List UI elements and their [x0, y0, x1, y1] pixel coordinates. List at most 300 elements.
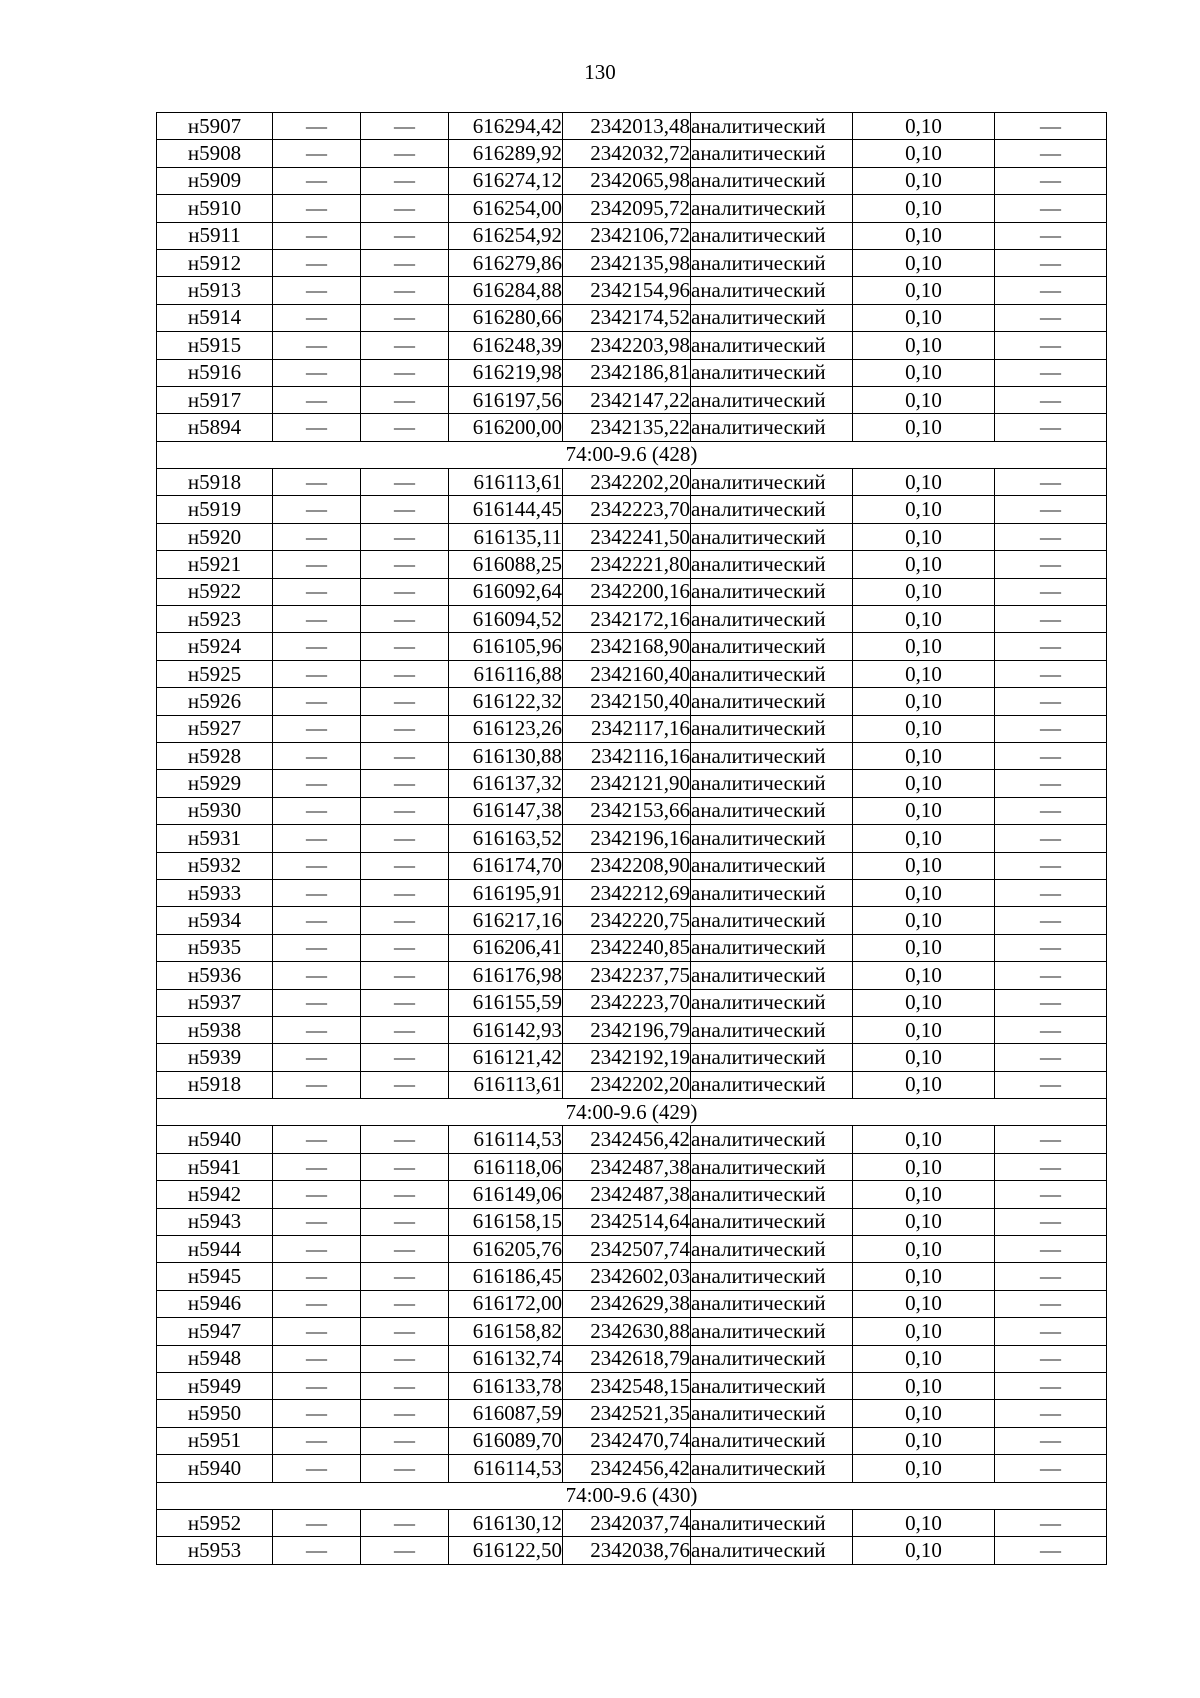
description-cell: —	[995, 797, 1107, 824]
x-coordinate-cell: 616144,45	[449, 496, 563, 523]
x-coordinate-cell: 616114,53	[449, 1455, 563, 1482]
y-coordinate-cell: 2342629,38	[563, 1290, 691, 1317]
accuracy-cell: 0,10	[853, 195, 995, 222]
x-coordinate-cell: 616176,98	[449, 962, 563, 989]
empty-column-1-cell: —	[273, 1400, 361, 1427]
empty-column-2-cell: —	[361, 249, 449, 276]
method-cell: аналитический	[691, 1153, 853, 1180]
y-coordinate-cell: 2342106,72	[563, 222, 691, 249]
empty-column-1-cell: —	[273, 195, 361, 222]
method-cell: аналитический	[691, 195, 853, 222]
point-name-cell: н5933	[157, 879, 273, 906]
x-coordinate-cell: 616113,61	[449, 1071, 563, 1098]
accuracy-cell: 0,10	[853, 1372, 995, 1399]
x-coordinate-cell: 616121,42	[449, 1044, 563, 1071]
empty-column-1-cell: —	[273, 249, 361, 276]
point-name-cell: н5945	[157, 1263, 273, 1290]
y-coordinate-cell: 2342602,03	[563, 1263, 691, 1290]
x-coordinate-cell: 616142,93	[449, 1016, 563, 1043]
description-cell: —	[995, 1263, 1107, 1290]
table-row	[157, 1290, 1107, 1317]
x-coordinate-cell: 616118,06	[449, 1153, 563, 1180]
method-cell: аналитический	[691, 277, 853, 304]
method-cell: аналитический	[691, 1181, 853, 1208]
table-row	[157, 715, 1107, 742]
table-row	[157, 742, 1107, 769]
point-name-cell: н5921	[157, 551, 273, 578]
empty-column-1-cell: —	[273, 167, 361, 194]
empty-column-2-cell: —	[361, 359, 449, 386]
point-name-cell: н5922	[157, 578, 273, 605]
description-cell: —	[995, 879, 1107, 906]
y-coordinate-cell: 2342186,81	[563, 359, 691, 386]
y-coordinate-cell: 2342153,66	[563, 797, 691, 824]
y-coordinate-cell: 2342174,52	[563, 304, 691, 331]
accuracy-cell: 0,10	[853, 1208, 995, 1235]
point-name-cell: н5909	[157, 167, 273, 194]
method-cell: аналитический	[691, 551, 853, 578]
y-coordinate-cell: 2342202,20	[563, 1071, 691, 1098]
table-row	[157, 195, 1107, 222]
y-coordinate-cell: 2342212,69	[563, 879, 691, 906]
description-cell: —	[995, 852, 1107, 879]
x-coordinate-cell: 616087,59	[449, 1400, 563, 1427]
empty-column-2-cell: —	[361, 414, 449, 441]
table-row	[157, 1263, 1107, 1290]
method-cell: аналитический	[691, 1345, 853, 1372]
table-row	[157, 660, 1107, 687]
y-coordinate-cell: 2342135,98	[563, 249, 691, 276]
accuracy-cell: 0,10	[853, 1345, 995, 1372]
description-cell: —	[995, 113, 1107, 140]
empty-column-2-cell: —	[361, 469, 449, 496]
y-coordinate-cell: 2342200,16	[563, 578, 691, 605]
method-cell: аналитический	[691, 907, 853, 934]
x-coordinate-cell: 616094,52	[449, 606, 563, 633]
empty-column-1-cell: —	[273, 1345, 361, 1372]
table-row	[157, 1345, 1107, 1372]
section-header-row	[157, 1099, 1107, 1126]
table-row	[157, 1400, 1107, 1427]
table-row	[157, 523, 1107, 550]
method-cell: аналитический	[691, 1537, 853, 1564]
table-row	[157, 1509, 1107, 1536]
y-coordinate-cell: 2342618,79	[563, 1345, 691, 1372]
description-cell: —	[995, 1372, 1107, 1399]
accuracy-cell: 0,10	[853, 742, 995, 769]
point-name-cell: н5947	[157, 1318, 273, 1345]
x-coordinate-cell: 616163,52	[449, 825, 563, 852]
table-row	[157, 496, 1107, 523]
accuracy-cell: 0,10	[853, 879, 995, 906]
empty-column-2-cell: —	[361, 1071, 449, 1098]
method-cell: аналитический	[691, 140, 853, 167]
method-cell: аналитический	[691, 222, 853, 249]
description-cell: —	[995, 1537, 1107, 1564]
point-name-cell: н5928	[157, 742, 273, 769]
accuracy-cell: 0,10	[853, 578, 995, 605]
point-name-cell: н5941	[157, 1153, 273, 1180]
point-name-cell: н5907	[157, 113, 273, 140]
point-name-cell: н5949	[157, 1372, 273, 1399]
x-coordinate-cell: 616149,06	[449, 1181, 563, 1208]
empty-column-2-cell: —	[361, 1153, 449, 1180]
accuracy-cell: 0,10	[853, 1153, 995, 1180]
empty-column-2-cell: —	[361, 1016, 449, 1043]
y-coordinate-cell: 2342487,38	[563, 1181, 691, 1208]
empty-column-1-cell: —	[273, 1071, 361, 1098]
description-cell: —	[995, 825, 1107, 852]
method-cell: аналитический	[691, 386, 853, 413]
method-cell: аналитический	[691, 742, 853, 769]
empty-column-1-cell: —	[273, 140, 361, 167]
point-name-cell: н5931	[157, 825, 273, 852]
accuracy-cell: 0,10	[853, 222, 995, 249]
x-coordinate-cell: 616122,32	[449, 688, 563, 715]
accuracy-cell: 0,10	[853, 1427, 995, 1454]
description-cell: —	[995, 1290, 1107, 1317]
method-cell: аналитический	[691, 660, 853, 687]
description-cell: —	[995, 496, 1107, 523]
y-coordinate-cell: 2342037,74	[563, 1509, 691, 1536]
x-coordinate-cell: 616248,39	[449, 332, 563, 359]
method-cell: аналитический	[691, 167, 853, 194]
accuracy-cell: 0,10	[853, 688, 995, 715]
empty-column-2-cell: —	[361, 304, 449, 331]
description-cell: —	[995, 222, 1107, 249]
description-cell: —	[995, 1236, 1107, 1263]
y-coordinate-cell: 2342220,75	[563, 907, 691, 934]
empty-column-2-cell: —	[361, 195, 449, 222]
x-coordinate-cell: 616274,12	[449, 167, 563, 194]
empty-column-1-cell: —	[273, 852, 361, 879]
table-row	[157, 688, 1107, 715]
description-cell: —	[995, 414, 1107, 441]
method-cell: аналитический	[691, 934, 853, 961]
description-cell: —	[995, 551, 1107, 578]
empty-column-2-cell: —	[361, 1345, 449, 1372]
empty-column-2-cell: —	[361, 1044, 449, 1071]
point-name-cell: н5908	[157, 140, 273, 167]
empty-column-2-cell: —	[361, 879, 449, 906]
section-title: 74:00-9.6 (430)	[157, 1482, 1107, 1509]
table-row	[157, 304, 1107, 331]
y-coordinate-cell: 2342241,50	[563, 523, 691, 550]
x-coordinate-cell: 616130,88	[449, 742, 563, 769]
y-coordinate-cell: 2342160,40	[563, 660, 691, 687]
method-cell: аналитический	[691, 1427, 853, 1454]
description-cell: —	[995, 989, 1107, 1016]
point-name-cell: н5917	[157, 386, 273, 413]
x-coordinate-cell: 616195,91	[449, 879, 563, 906]
description-cell: —	[995, 386, 1107, 413]
x-coordinate-cell: 616219,98	[449, 359, 563, 386]
description-cell: —	[995, 469, 1107, 496]
empty-column-2-cell: —	[361, 1509, 449, 1536]
point-name-cell: н5951	[157, 1427, 273, 1454]
empty-column-1-cell: —	[273, 222, 361, 249]
accuracy-cell: 0,10	[853, 770, 995, 797]
x-coordinate-cell: 616137,32	[449, 770, 563, 797]
empty-column-2-cell: —	[361, 277, 449, 304]
point-name-cell: н5918	[157, 469, 273, 496]
x-coordinate-cell: 616088,25	[449, 551, 563, 578]
accuracy-cell: 0,10	[853, 1181, 995, 1208]
y-coordinate-cell: 2342095,72	[563, 195, 691, 222]
table-row	[157, 606, 1107, 633]
empty-column-2-cell: —	[361, 688, 449, 715]
method-cell: аналитический	[691, 606, 853, 633]
table-row	[157, 1455, 1107, 1482]
table-row	[157, 962, 1107, 989]
accuracy-cell: 0,10	[853, 386, 995, 413]
table-row	[157, 277, 1107, 304]
empty-column-1-cell: —	[273, 1236, 361, 1263]
empty-column-2-cell: —	[361, 1400, 449, 1427]
accuracy-cell: 0,10	[853, 469, 995, 496]
table-row	[157, 551, 1107, 578]
section-title: 74:00-9.6 (429)	[157, 1099, 1107, 1126]
table-row	[157, 578, 1107, 605]
accuracy-cell: 0,10	[853, 797, 995, 824]
method-cell: аналитический	[691, 414, 853, 441]
empty-column-1-cell: —	[273, 660, 361, 687]
description-cell: —	[995, 934, 1107, 961]
x-coordinate-cell: 616123,26	[449, 715, 563, 742]
table-row	[157, 1044, 1107, 1071]
table-row	[157, 633, 1107, 660]
point-name-cell: н5930	[157, 797, 273, 824]
x-coordinate-cell: 616105,96	[449, 633, 563, 660]
empty-column-1-cell: —	[273, 1372, 361, 1399]
x-coordinate-cell: 616130,12	[449, 1509, 563, 1536]
y-coordinate-cell: 2342223,70	[563, 496, 691, 523]
x-coordinate-cell: 616280,66	[449, 304, 563, 331]
point-name-cell: н5914	[157, 304, 273, 331]
accuracy-cell: 0,10	[853, 304, 995, 331]
description-cell: —	[995, 578, 1107, 605]
empty-column-2-cell: —	[361, 770, 449, 797]
point-name-cell: н5926	[157, 688, 273, 715]
empty-column-2-cell: —	[361, 167, 449, 194]
point-name-cell: н5939	[157, 1044, 273, 1071]
empty-column-2-cell: —	[361, 578, 449, 605]
table-row	[157, 1318, 1107, 1345]
page-number: 130	[584, 60, 616, 84]
description-cell: —	[995, 1400, 1107, 1427]
accuracy-cell: 0,10	[853, 1016, 995, 1043]
empty-column-1-cell: —	[273, 277, 361, 304]
x-coordinate-cell: 616206,41	[449, 934, 563, 961]
accuracy-cell: 0,10	[853, 359, 995, 386]
empty-column-1-cell: —	[273, 742, 361, 769]
empty-column-1-cell: —	[273, 1318, 361, 1345]
y-coordinate-cell: 2342032,72	[563, 140, 691, 167]
accuracy-cell: 0,10	[853, 907, 995, 934]
accuracy-cell: 0,10	[853, 496, 995, 523]
x-coordinate-cell: 616089,70	[449, 1427, 563, 1454]
empty-column-1-cell: —	[273, 469, 361, 496]
empty-column-1-cell: —	[273, 113, 361, 140]
point-name-cell: н5940	[157, 1455, 273, 1482]
empty-column-1-cell: —	[273, 578, 361, 605]
method-cell: аналитический	[691, 113, 853, 140]
empty-column-2-cell: —	[361, 551, 449, 578]
empty-column-1-cell: —	[273, 1153, 361, 1180]
description-cell: —	[995, 523, 1107, 550]
accuracy-cell: 0,10	[853, 934, 995, 961]
empty-column-2-cell: —	[361, 962, 449, 989]
empty-column-2-cell: —	[361, 934, 449, 961]
accuracy-cell: 0,10	[853, 1071, 995, 1098]
method-cell: аналитический	[691, 852, 853, 879]
empty-column-1-cell: —	[273, 1290, 361, 1317]
empty-column-2-cell: —	[361, 1427, 449, 1454]
point-name-cell: н5948	[157, 1345, 273, 1372]
method-cell: аналитический	[691, 879, 853, 906]
table-row	[157, 386, 1107, 413]
empty-column-1-cell: —	[273, 962, 361, 989]
method-cell: аналитический	[691, 797, 853, 824]
y-coordinate-cell: 2342192,19	[563, 1044, 691, 1071]
table-row	[157, 1208, 1107, 1235]
empty-column-1-cell: —	[273, 551, 361, 578]
accuracy-cell: 0,10	[853, 1537, 995, 1564]
x-coordinate-cell: 616133,78	[449, 1372, 563, 1399]
empty-column-1-cell: —	[273, 1016, 361, 1043]
empty-column-2-cell: —	[361, 797, 449, 824]
accuracy-cell: 0,10	[853, 140, 995, 167]
method-cell: аналитический	[691, 1290, 853, 1317]
description-cell: —	[995, 1455, 1107, 1482]
accuracy-cell: 0,10	[853, 989, 995, 1016]
description-cell: —	[995, 660, 1107, 687]
accuracy-cell: 0,10	[853, 113, 995, 140]
point-name-cell: н5936	[157, 962, 273, 989]
accuracy-cell: 0,10	[853, 414, 995, 441]
empty-column-1-cell: —	[273, 496, 361, 523]
point-name-cell: н5953	[157, 1537, 273, 1564]
point-name-cell: н5925	[157, 660, 273, 687]
method-cell: аналитический	[691, 1208, 853, 1235]
point-name-cell: н5911	[157, 222, 273, 249]
method-cell: аналитический	[691, 688, 853, 715]
table-row	[157, 934, 1107, 961]
accuracy-cell: 0,10	[853, 1400, 995, 1427]
x-coordinate-cell: 616217,16	[449, 907, 563, 934]
accuracy-cell: 0,10	[853, 660, 995, 687]
table-row	[157, 332, 1107, 359]
point-name-cell: н5940	[157, 1126, 273, 1153]
point-name-cell: н5894	[157, 414, 273, 441]
method-cell: аналитический	[691, 249, 853, 276]
y-coordinate-cell: 2342013,48	[563, 113, 691, 140]
empty-column-1-cell: —	[273, 1455, 361, 1482]
accuracy-cell: 0,10	[853, 523, 995, 550]
y-coordinate-cell: 2342121,90	[563, 770, 691, 797]
description-cell: —	[995, 907, 1107, 934]
y-coordinate-cell: 2342208,90	[563, 852, 691, 879]
empty-column-2-cell: —	[361, 1263, 449, 1290]
table-row	[157, 1071, 1107, 1098]
description-cell: —	[995, 633, 1107, 660]
accuracy-cell: 0,10	[853, 715, 995, 742]
x-coordinate-cell: 616279,86	[449, 249, 563, 276]
y-coordinate-cell: 2342548,15	[563, 1372, 691, 1399]
method-cell: аналитический	[691, 1263, 853, 1290]
empty-column-1-cell: —	[273, 1537, 361, 1564]
y-coordinate-cell: 2342202,20	[563, 469, 691, 496]
empty-column-1-cell: —	[273, 715, 361, 742]
table-row	[157, 852, 1107, 879]
empty-column-2-cell: —	[361, 907, 449, 934]
description-cell: —	[995, 1044, 1107, 1071]
empty-column-1-cell: —	[273, 907, 361, 934]
accuracy-cell: 0,10	[853, 332, 995, 359]
description-cell: —	[995, 1318, 1107, 1345]
empty-column-2-cell: —	[361, 742, 449, 769]
description-cell: —	[995, 1181, 1107, 1208]
empty-column-2-cell: —	[361, 852, 449, 879]
empty-column-2-cell: —	[361, 1236, 449, 1263]
y-coordinate-cell: 2342172,16	[563, 606, 691, 633]
empty-column-1-cell: —	[273, 1044, 361, 1071]
x-coordinate-cell: 616135,11	[449, 523, 563, 550]
y-coordinate-cell: 2342514,64	[563, 1208, 691, 1235]
accuracy-cell: 0,10	[853, 1509, 995, 1536]
x-coordinate-cell: 616205,76	[449, 1236, 563, 1263]
empty-column-1-cell: —	[273, 1263, 361, 1290]
accuracy-cell: 0,10	[853, 1263, 995, 1290]
point-name-cell: н5913	[157, 277, 273, 304]
table-row	[157, 770, 1107, 797]
description-cell: —	[995, 1345, 1107, 1372]
empty-column-1-cell: —	[273, 934, 361, 961]
point-name-cell: н5932	[157, 852, 273, 879]
x-coordinate-cell: 616092,64	[449, 578, 563, 605]
empty-column-2-cell: —	[361, 1290, 449, 1317]
table-row	[157, 167, 1107, 194]
empty-column-2-cell: —	[361, 1455, 449, 1482]
table-row	[157, 907, 1107, 934]
empty-column-2-cell: —	[361, 332, 449, 359]
point-name-cell: н5942	[157, 1181, 273, 1208]
table-row	[157, 825, 1107, 852]
y-coordinate-cell: 2342196,16	[563, 825, 691, 852]
point-name-cell: н5923	[157, 606, 273, 633]
table-row	[157, 1016, 1107, 1043]
empty-column-2-cell: —	[361, 140, 449, 167]
description-cell: —	[995, 1126, 1107, 1153]
empty-column-2-cell: —	[361, 496, 449, 523]
table-row	[157, 1372, 1107, 1399]
x-coordinate-cell: 616114,53	[449, 1126, 563, 1153]
accuracy-cell: 0,10	[853, 1126, 995, 1153]
description-cell: —	[995, 1153, 1107, 1180]
y-coordinate-cell: 2342240,85	[563, 934, 691, 961]
empty-column-2-cell: —	[361, 523, 449, 550]
accuracy-cell: 0,10	[853, 962, 995, 989]
point-name-cell: н5912	[157, 249, 273, 276]
accuracy-cell: 0,10	[853, 606, 995, 633]
method-cell: аналитический	[691, 496, 853, 523]
empty-column-1-cell: —	[273, 770, 361, 797]
description-cell: —	[995, 1016, 1107, 1043]
y-coordinate-cell: 2342456,42	[563, 1455, 691, 1482]
coordinates-table-body	[157, 113, 1107, 1565]
x-coordinate-cell: 616197,56	[449, 386, 563, 413]
accuracy-cell: 0,10	[853, 1044, 995, 1071]
